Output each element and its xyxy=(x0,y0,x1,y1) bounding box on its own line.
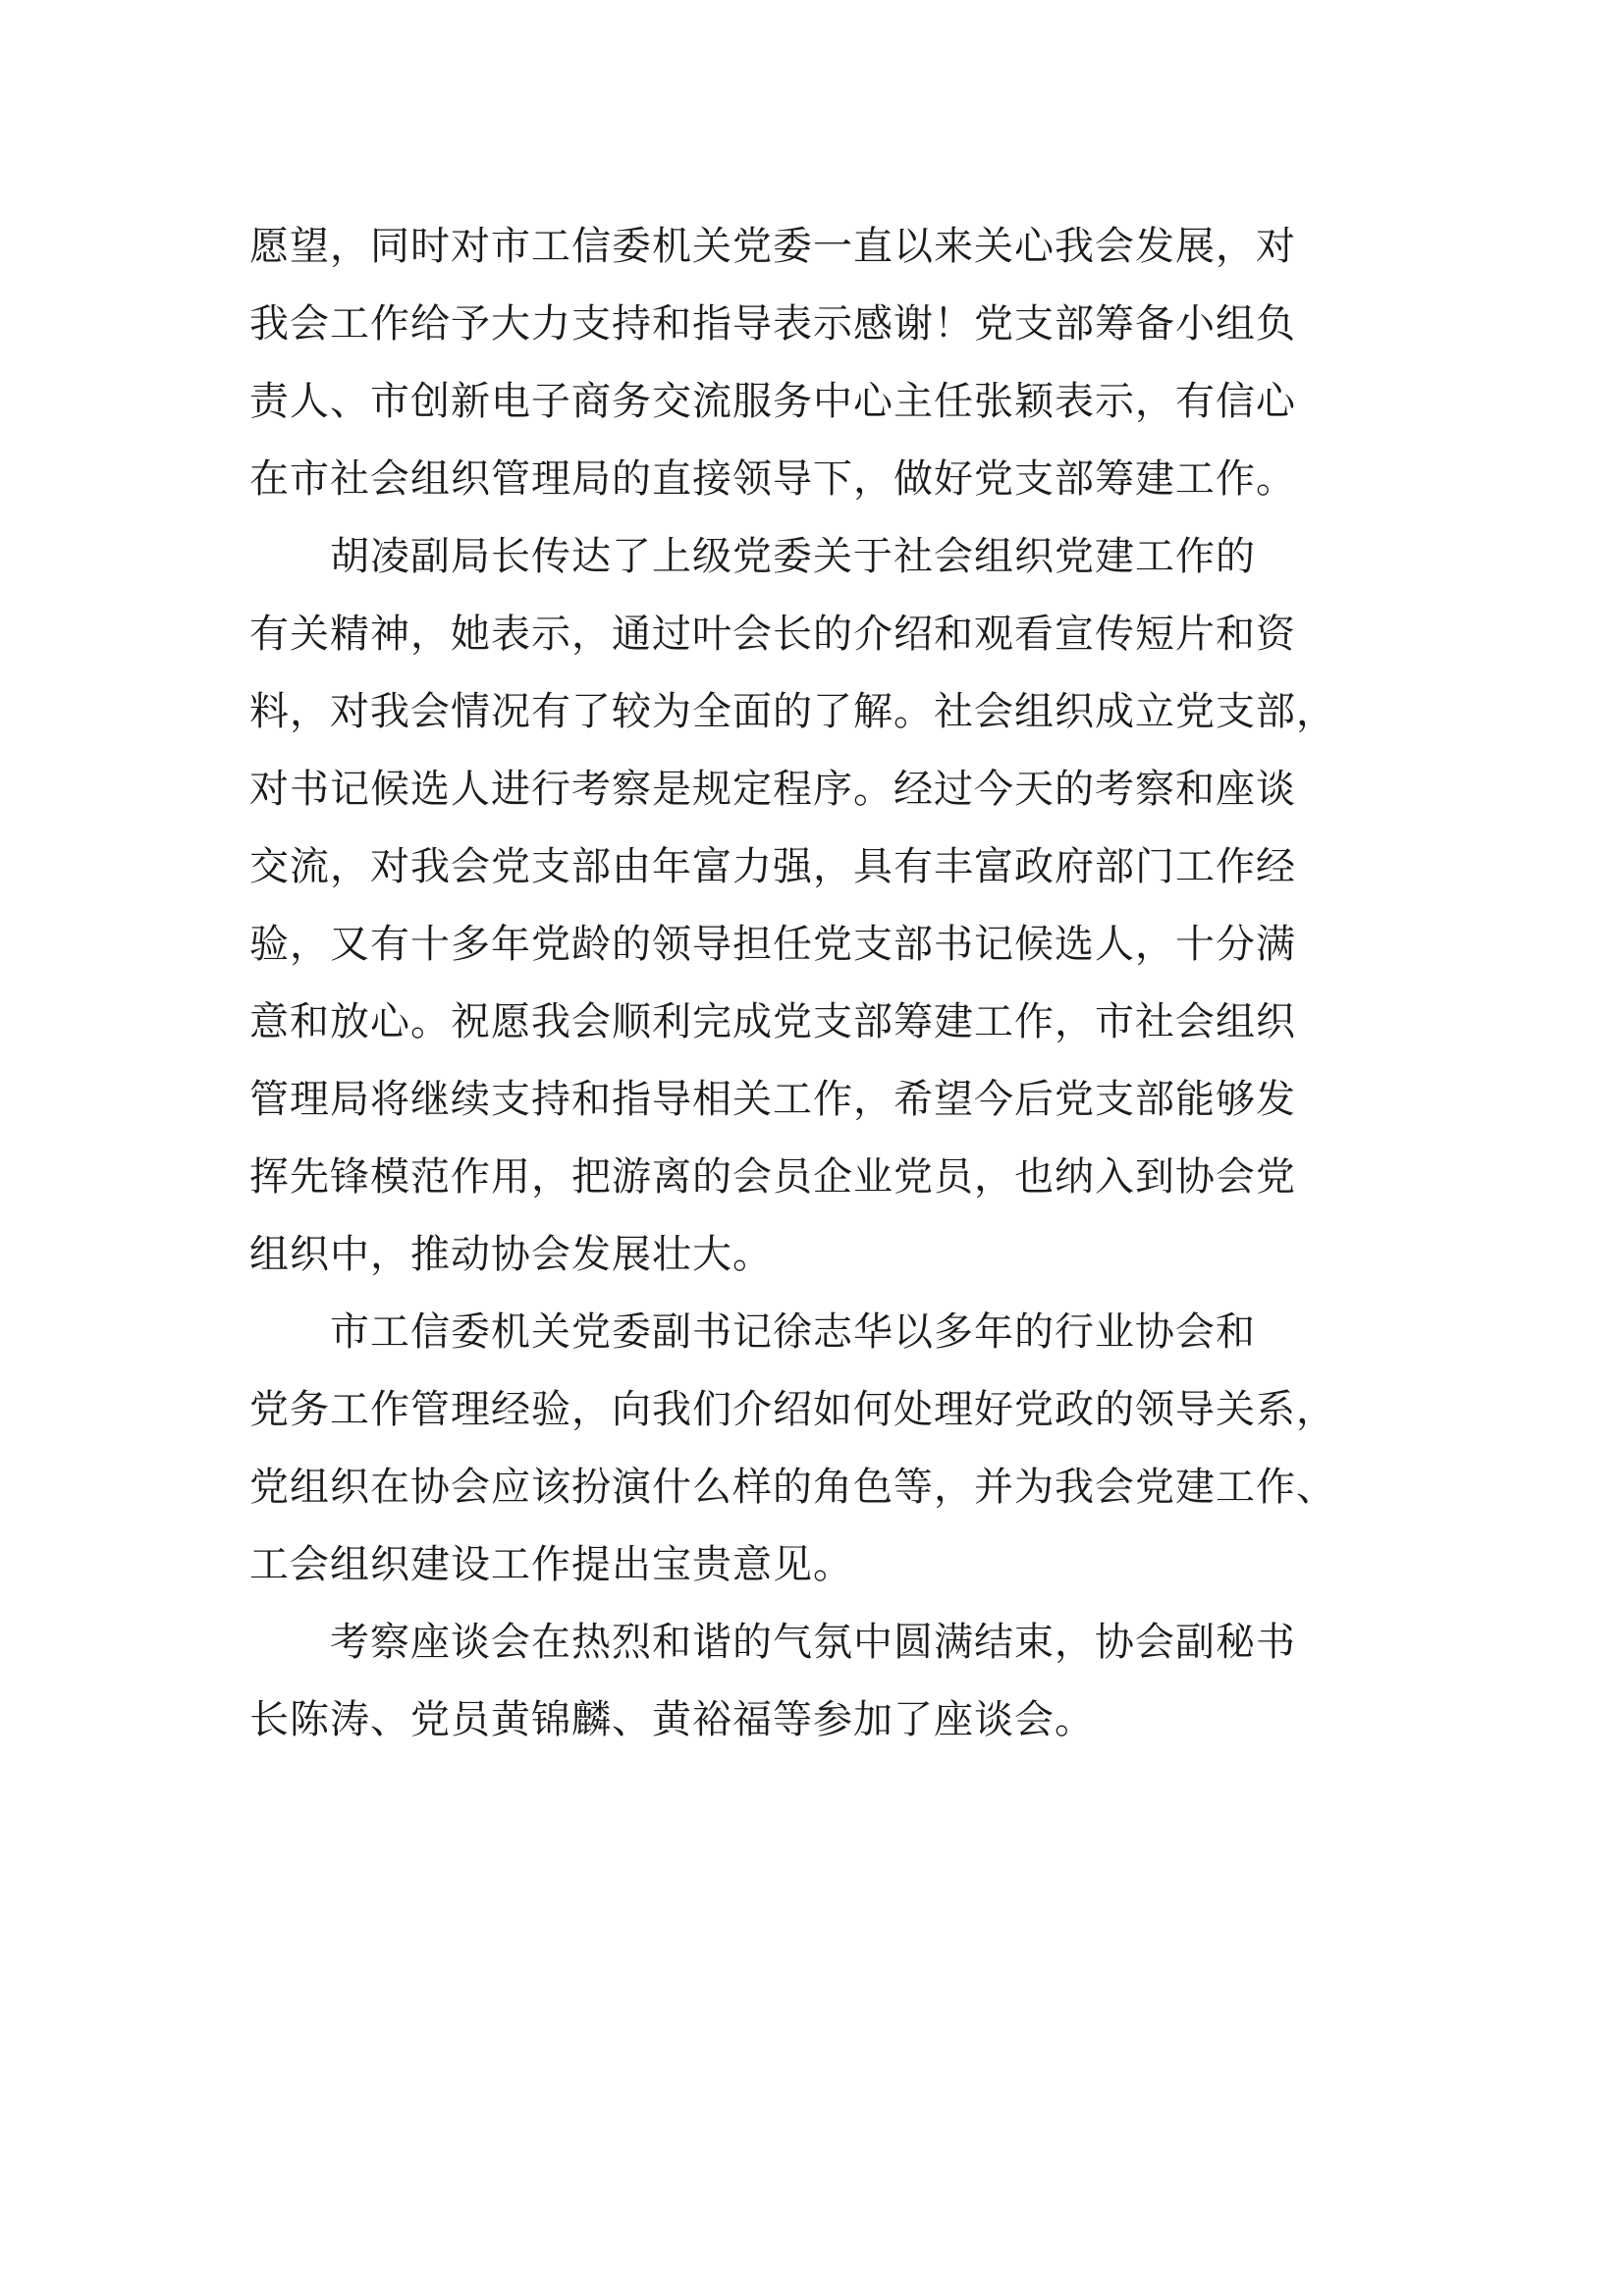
text-line: 党组织在协会应该扮演什么样的角色等，并为我会党建工作、 xyxy=(249,1465,1336,1510)
text-line: 责人、市创新电子商务交流服务中心主任张颖表示，有信心 xyxy=(249,379,1296,424)
text-line: 长陈涛、党员黄锦麟、黄裕福等参加了座谈会。 xyxy=(249,1697,1095,1742)
text-line: 对书记候选人进行考察是规定程序。经过今天的考察和座谈 xyxy=(249,767,1296,812)
text-line: 意和放心。祝愿我会顺利完成党支部筹建工作，市社会组织 xyxy=(249,999,1296,1044)
document-body xyxy=(249,208,1388,1759)
text-line: 验，又有十多年党龄的领导担任党支部书记候选人，十分满 xyxy=(249,922,1296,967)
text-line: 交流，对我会党支部由年富力强，具有丰富政府部门工作经 xyxy=(249,844,1296,889)
text-line: 料，对我会情况有了较为全面的了解。社会组织成立党支部， xyxy=(249,689,1336,734)
text-line: 挥先锋模范作用，把游离的会员企业党员，也纳入到协会党 xyxy=(249,1154,1296,1200)
paragraph-start-line: 胡凌副局长传达了上级党委关于社会组织党建工作的 xyxy=(249,534,1256,579)
paragraph-start-line: 市工信委机关党委副书记徐志华以多年的行业协会和 xyxy=(249,1309,1256,1355)
text-line: 在市社会组织管理局的直接领导下，做好党支部筹建工作。 xyxy=(249,456,1296,502)
text-line: 组织中，推动协会发展壮大。 xyxy=(249,1232,773,1277)
text-line: 我会工作给予大力支持和指导表示感谢！党支部筹备小组负 xyxy=(249,301,1296,347)
paragraph-start-line: 考察座谈会在热烈和谐的气氛中圆满结束，协会副秘书 xyxy=(249,1620,1296,1665)
text-line: 党务工作管理经验，向我们介绍如何处理好党政的领导关系， xyxy=(249,1387,1336,1432)
text-line: 工会组织建设工作提出宝贵意见。 xyxy=(249,1542,853,1587)
text-line: 管理局将继续支持和指导相关工作，希望今后党支部能够发 xyxy=(249,1077,1296,1122)
text-line: 愿望，同时对市工信委机关党委一直以来关心我会发展，对 xyxy=(249,224,1296,269)
text-line: 有关精神，她表示，通过叶会长的介绍和观看宣传短片和资 xyxy=(249,612,1296,657)
